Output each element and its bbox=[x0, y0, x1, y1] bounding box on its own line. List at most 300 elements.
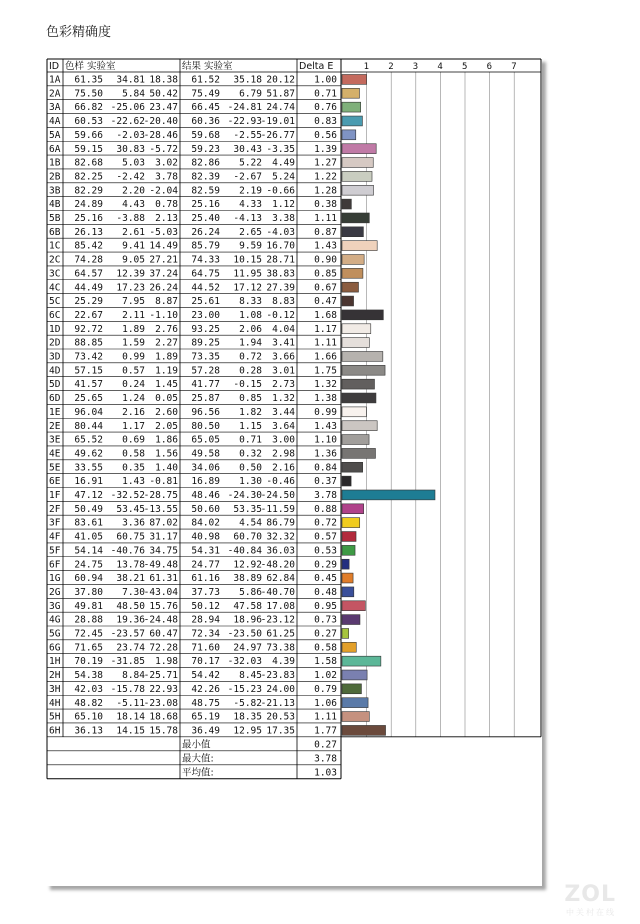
delta-e-bar bbox=[342, 379, 374, 389]
sample-lab-value: 1.89 bbox=[122, 323, 145, 335]
sample-lab-value: 57.15 bbox=[74, 365, 103, 377]
sample-lab-value: 15.76 bbox=[149, 600, 178, 612]
delta-e-bar bbox=[342, 573, 353, 583]
delta-e-value: 1.39 bbox=[314, 143, 337, 155]
result-lab-value: 24.00 bbox=[266, 683, 295, 695]
sample-lab-value: 0.99 bbox=[122, 351, 145, 363]
result-lab-value: 20.53 bbox=[266, 711, 295, 723]
sample-lab-value: 18.38 bbox=[149, 74, 178, 86]
sample-lab-value: 26.13 bbox=[74, 226, 103, 238]
delta-e-bar bbox=[342, 310, 383, 320]
sample-lab-value: 60.47 bbox=[149, 628, 178, 640]
result-lab-value: 2.98 bbox=[272, 448, 295, 460]
delta-e-bar bbox=[342, 144, 376, 154]
sample-lab-value: 27.21 bbox=[149, 254, 178, 266]
row-id: 3H bbox=[49, 683, 61, 695]
result-lab-value: 1.30 bbox=[239, 476, 262, 488]
delta-e-bar bbox=[342, 227, 363, 237]
row-id: 5F bbox=[49, 545, 61, 557]
row-id: 2E bbox=[49, 420, 61, 432]
sample-lab-value: 14.15 bbox=[116, 725, 145, 737]
sample-lab-value: 30.83 bbox=[116, 143, 145, 155]
result-lab-value: 60.70 bbox=[233, 531, 262, 543]
delta-e-value: 1.06 bbox=[314, 697, 337, 709]
result-lab-value: 5.24 bbox=[272, 171, 295, 183]
result-lab-value: 37.73 bbox=[191, 586, 220, 598]
delta-e-bar bbox=[342, 241, 377, 251]
result-lab-value: 3.38 bbox=[272, 213, 295, 224]
result-lab-value: 17.08 bbox=[266, 600, 295, 612]
result-lab-value: 25.61 bbox=[191, 296, 220, 308]
sample-lab-value: -20.40 bbox=[143, 116, 178, 128]
sample-lab-value: 60.94 bbox=[74, 573, 103, 585]
page-title: 色彩精确度 bbox=[46, 25, 112, 40]
result-lab-value: 44.52 bbox=[191, 282, 220, 294]
delta-e-bar bbox=[342, 352, 383, 362]
sample-lab-value: 5.84 bbox=[122, 88, 145, 100]
result-lab-value: 24.74 bbox=[266, 102, 295, 114]
result-lab-value: 25.40 bbox=[191, 213, 220, 224]
sample-lab-value: -5.03 bbox=[149, 226, 178, 238]
sample-lab-value: 31.17 bbox=[149, 531, 178, 543]
delta-e-bar bbox=[342, 725, 386, 735]
sample-lab-value: -49.48 bbox=[143, 559, 178, 571]
delta-e-bar bbox=[342, 393, 376, 403]
result-lab-value: 3.00 bbox=[272, 434, 295, 446]
delta-e-bar bbox=[342, 296, 354, 306]
sample-lab-value: 1.86 bbox=[155, 434, 178, 446]
delta-e-bar bbox=[342, 75, 367, 85]
sample-lab-value: 53.45 bbox=[116, 503, 145, 515]
sample-lab-value: -28.46 bbox=[143, 129, 178, 141]
x-tick-label: 1 bbox=[363, 62, 370, 72]
result-lab-value: 73.35 bbox=[191, 351, 220, 363]
row-id: 6A bbox=[49, 143, 61, 155]
sample-lab-value: 2.61 bbox=[122, 226, 145, 238]
delta-e-value: 0.71 bbox=[314, 88, 337, 100]
row-id: 1B bbox=[49, 157, 61, 169]
sample-lab-value: -2.04 bbox=[149, 185, 178, 197]
sample-lab-value: 33.55 bbox=[74, 462, 103, 474]
sample-lab-value: 5.03 bbox=[122, 157, 145, 169]
result-lab-value: 4.39 bbox=[272, 656, 295, 668]
sample-lab-value: 25.29 bbox=[74, 296, 103, 308]
row-id: 6G bbox=[49, 642, 61, 654]
sample-lab-value: 60.53 bbox=[74, 116, 103, 128]
x-tick-label: 5 bbox=[462, 62, 468, 72]
sample-lab-value: 59.66 bbox=[74, 129, 103, 141]
row-id: 3F bbox=[49, 517, 61, 529]
result-lab-value: 3.44 bbox=[272, 406, 295, 418]
sample-lab-value: 8.84 bbox=[122, 670, 145, 682]
sample-lab-value: 60.75 bbox=[116, 531, 145, 543]
result-lab-value: 86.79 bbox=[266, 517, 295, 529]
result-lab-value: -3.35 bbox=[266, 143, 295, 155]
sample-lab-value: 87.02 bbox=[149, 517, 178, 529]
sample-lab-value: 13.78 bbox=[116, 559, 145, 571]
delta-e-bar bbox=[342, 324, 371, 334]
delta-e-bar bbox=[342, 559, 349, 569]
sample-lab-value: 23.47 bbox=[149, 102, 178, 114]
result-lab-value: 4.04 bbox=[272, 323, 295, 335]
sample-lab-value: -13.55 bbox=[143, 503, 178, 515]
result-lab-value: 2.73 bbox=[272, 379, 295, 391]
result-lab-value: 30.43 bbox=[233, 143, 262, 155]
delta-e-bar bbox=[342, 518, 360, 528]
sample-lab-value: 54.14 bbox=[74, 545, 103, 557]
sample-lab-value: 0.78 bbox=[155, 199, 178, 211]
result-lab-value: -21.13 bbox=[260, 697, 295, 709]
sample-lab-value: 24.75 bbox=[74, 559, 103, 571]
result-lab-value: 2.06 bbox=[239, 323, 262, 335]
delta-e-value: 1.32 bbox=[314, 379, 337, 391]
sample-lab-value: 50.49 bbox=[74, 503, 103, 515]
result-lab-value: 3.01 bbox=[272, 365, 295, 377]
sample-lab-value: 7.95 bbox=[122, 296, 145, 308]
delta-e-value: 1.11 bbox=[314, 711, 337, 723]
delta-e-bar bbox=[342, 255, 364, 265]
result-lab-value: -4.13 bbox=[233, 213, 262, 224]
result-lab-value: 89.25 bbox=[191, 337, 220, 349]
result-lab-value: 59.23 bbox=[191, 143, 220, 155]
sample-lab-value: 0.57 bbox=[122, 365, 145, 377]
result-lab-value: 61.16 bbox=[191, 573, 220, 585]
result-lab-value: 72.34 bbox=[191, 628, 220, 640]
delta-e-bar bbox=[342, 642, 356, 652]
sample-lab-value: 1.43 bbox=[122, 476, 145, 488]
result-lab-value: 82.59 bbox=[191, 185, 220, 197]
sample-lab-value: 50.42 bbox=[149, 88, 178, 100]
result-lab-value: -0.15 bbox=[233, 379, 262, 391]
sample-lab-value: 92.72 bbox=[74, 323, 103, 335]
delta-e-value: 1.22 bbox=[314, 171, 337, 183]
result-lab-value: 96.56 bbox=[191, 406, 220, 418]
sample-lab-value: 54.38 bbox=[74, 670, 103, 682]
delta-e-bar bbox=[342, 712, 369, 722]
delta-e-value: 1.00 bbox=[314, 74, 337, 86]
result-lab-value: 48.75 bbox=[191, 697, 220, 709]
row-id: 3A bbox=[49, 102, 61, 114]
result-lab-value: 3.64 bbox=[272, 420, 295, 432]
sample-lab-value: 4.43 bbox=[122, 199, 145, 211]
delta-e-value: 1.11 bbox=[314, 337, 337, 349]
delta-e-bar bbox=[342, 102, 361, 112]
result-lab-value: 17.12 bbox=[233, 282, 262, 294]
sample-lab-value: 19.36 bbox=[116, 614, 145, 626]
sample-lab-value: 17.23 bbox=[116, 282, 145, 294]
result-lab-value: -0.12 bbox=[266, 309, 295, 321]
sample-lab-value: 37.24 bbox=[149, 268, 178, 280]
delta-e-value: 0.95 bbox=[314, 600, 337, 612]
row-id: 6D bbox=[49, 393, 61, 405]
result-lab-value: -15.23 bbox=[227, 683, 262, 695]
result-lab-value: 32.32 bbox=[266, 531, 295, 543]
sample-lab-value: 2.76 bbox=[155, 323, 178, 335]
result-lab-value: 2.16 bbox=[272, 462, 295, 474]
delta-e-value: 1.28 bbox=[314, 185, 337, 197]
result-lab-value: -26.77 bbox=[260, 129, 295, 141]
row-id: 2H bbox=[49, 670, 61, 682]
sample-lab-value: -25.06 bbox=[110, 102, 145, 114]
result-lab-value: 18.35 bbox=[233, 711, 262, 723]
result-lab-value: 9.59 bbox=[239, 240, 262, 252]
delta-e-value: 1.66 bbox=[314, 351, 337, 363]
row-id: 5G bbox=[49, 628, 61, 640]
delta-e-bar bbox=[342, 601, 365, 611]
delta-e-value: 0.87 bbox=[314, 226, 337, 238]
sample-lab-value: 64.57 bbox=[74, 268, 103, 280]
row-id: 4C bbox=[49, 282, 61, 294]
color-accuracy-sheet bbox=[46, 58, 542, 886]
sample-lab-value: 8.87 bbox=[155, 296, 178, 308]
delta-e-value: 1.38 bbox=[314, 393, 337, 405]
footer-min-value: 0.27 bbox=[314, 739, 337, 751]
sample-lab-value: 9.41 bbox=[122, 240, 145, 252]
result-lab-value: 66.45 bbox=[191, 102, 220, 114]
sample-lab-value: 66.82 bbox=[74, 102, 103, 114]
sample-lab-value: -31.85 bbox=[110, 656, 145, 668]
sample-lab-value: 22.67 bbox=[74, 309, 103, 321]
delta-e-value: 0.88 bbox=[314, 503, 337, 515]
sample-lab-value: 7.30 bbox=[122, 586, 145, 598]
delta-e-bar bbox=[342, 435, 369, 445]
sample-lab-value: 73.42 bbox=[74, 351, 103, 363]
row-id: 4F bbox=[49, 531, 61, 543]
row-id: 3E bbox=[49, 434, 61, 446]
sample-lab-value: 75.50 bbox=[74, 88, 103, 100]
sample-lab-value: -15.78 bbox=[110, 683, 145, 695]
result-lab-value: 26.24 bbox=[191, 226, 220, 238]
result-lab-value: 51.87 bbox=[266, 88, 295, 100]
result-lab-value: 2.19 bbox=[239, 185, 262, 197]
delta-e-value: 0.83 bbox=[314, 116, 337, 128]
sample-lab-value: 83.61 bbox=[74, 517, 103, 529]
row-id: 2F bbox=[49, 503, 61, 515]
sample-lab-value: 34.75 bbox=[149, 545, 178, 557]
sample-lab-value: -22.62 bbox=[110, 116, 145, 128]
delta-e-value: 1.58 bbox=[314, 656, 337, 668]
result-lab-value: 17.35 bbox=[266, 725, 295, 737]
result-lab-value: -23.12 bbox=[260, 614, 295, 626]
sample-lab-value: 1.98 bbox=[155, 656, 178, 668]
delta-e-bar bbox=[342, 365, 385, 375]
result-lab-value: 80.50 bbox=[191, 420, 220, 432]
sample-lab-value: 2.60 bbox=[155, 406, 178, 418]
delta-e-value: 0.99 bbox=[314, 406, 337, 418]
row-id: 6C bbox=[49, 309, 61, 321]
result-lab-value: 8.45 bbox=[239, 670, 262, 682]
result-lab-value: 38.89 bbox=[233, 573, 262, 585]
result-lab-value: 65.05 bbox=[191, 434, 220, 446]
delta-e-value: 1.43 bbox=[314, 420, 337, 432]
delta-e-value: 0.37 bbox=[314, 476, 337, 488]
delta-e-bar bbox=[342, 338, 369, 348]
sample-lab-value: -2.42 bbox=[116, 171, 145, 183]
x-tick-label: 3 bbox=[412, 62, 419, 72]
delta-e-value: 1.36 bbox=[314, 448, 337, 460]
result-lab-value: 25.16 bbox=[191, 199, 220, 211]
result-lab-value: -2.67 bbox=[233, 171, 262, 183]
delta-e-bar bbox=[342, 88, 359, 98]
sample-lab-value: 3.36 bbox=[122, 517, 145, 529]
result-lab-value: 0.50 bbox=[239, 462, 262, 474]
sample-lab-value: 18.68 bbox=[149, 711, 178, 723]
sample-lab-value: 0.05 bbox=[155, 393, 178, 405]
sample-lab-value: -40.76 bbox=[110, 545, 145, 557]
sample-lab-value: 59.15 bbox=[74, 143, 103, 155]
sample-lab-value: -2.03 bbox=[116, 129, 145, 141]
delta-e-value: 0.48 bbox=[314, 586, 337, 598]
row-id: 4G bbox=[49, 614, 61, 626]
sample-lab-value: 16.91 bbox=[74, 476, 103, 488]
result-lab-value: 60.36 bbox=[191, 116, 220, 128]
delta-e-value: 1.68 bbox=[314, 309, 337, 321]
delta-e-value: 0.47 bbox=[314, 296, 337, 308]
result-lab-value: 54.31 bbox=[191, 545, 220, 557]
delta-e-value: 0.58 bbox=[314, 642, 337, 654]
row-id: 3B bbox=[49, 185, 61, 197]
delta-e-value: 1.27 bbox=[314, 157, 337, 169]
sample-lab-value: 18.14 bbox=[116, 711, 145, 723]
result-lab-value: -22.93 bbox=[227, 116, 262, 128]
sample-lab-value: 61.31 bbox=[149, 573, 178, 585]
row-id: 2G bbox=[49, 586, 61, 598]
delta-e-bar bbox=[342, 532, 356, 542]
sample-lab-value: 0.58 bbox=[122, 448, 145, 460]
sample-lab-value: 82.68 bbox=[74, 157, 103, 169]
result-lab-value: 49.58 bbox=[191, 448, 220, 460]
delta-e-bar bbox=[342, 185, 373, 195]
result-lab-value: 1.32 bbox=[272, 393, 295, 405]
sample-lab-value: 1.19 bbox=[155, 365, 178, 377]
delta-e-bar bbox=[342, 130, 356, 140]
result-lab-value: 0.32 bbox=[239, 448, 262, 460]
sample-lab-value: 41.05 bbox=[74, 531, 103, 543]
row-id: 1A bbox=[49, 74, 61, 86]
sample-lab-value: -32.52 bbox=[110, 490, 145, 501]
result-lab-value: 50.60 bbox=[191, 503, 220, 515]
delta-e-bar bbox=[342, 462, 363, 472]
footer-max-label: 最大值: bbox=[182, 753, 214, 765]
sample-lab-value: 48.82 bbox=[74, 697, 103, 709]
delta-e-value: 0.85 bbox=[314, 268, 337, 280]
delta-e-value: 0.84 bbox=[314, 462, 337, 474]
result-lab-value: 28.94 bbox=[191, 614, 220, 626]
result-lab-value: 38.83 bbox=[266, 268, 295, 280]
result-lab-value: 0.85 bbox=[239, 393, 262, 405]
result-lab-value: 8.83 bbox=[272, 296, 295, 308]
sample-lab-value: 49.62 bbox=[74, 448, 103, 460]
row-id: 4D bbox=[49, 365, 61, 377]
delta-e-bar bbox=[342, 615, 360, 625]
header-delta: Delta E bbox=[299, 61, 334, 72]
x-tick-label: 4 bbox=[437, 62, 443, 72]
row-id: 6F bbox=[49, 559, 61, 571]
sample-lab-value: 2.05 bbox=[155, 420, 178, 432]
result-lab-value: 75.49 bbox=[191, 88, 220, 100]
sample-lab-value: -28.75 bbox=[143, 490, 178, 501]
result-lab-value: 3.41 bbox=[272, 337, 295, 349]
result-lab-value: 74.33 bbox=[191, 254, 220, 266]
result-lab-value: 34.06 bbox=[191, 462, 220, 474]
sample-lab-value: -23.57 bbox=[110, 628, 145, 640]
sample-lab-value: -5.11 bbox=[116, 697, 145, 709]
sample-lab-value: 2.20 bbox=[122, 185, 145, 197]
sample-lab-value: 2.11 bbox=[122, 309, 145, 321]
result-lab-value: -48.20 bbox=[260, 559, 295, 571]
result-lab-value: 6.79 bbox=[239, 88, 262, 100]
delta-e-value: 3.78 bbox=[314, 490, 337, 501]
sample-lab-value: 47.12 bbox=[74, 490, 103, 501]
delta-e-bar bbox=[342, 407, 366, 417]
result-lab-value: 3.66 bbox=[272, 351, 295, 363]
sample-lab-value: 2.27 bbox=[155, 337, 178, 349]
sample-lab-value: -25.71 bbox=[143, 670, 178, 682]
footer-avg-label: 平均值: bbox=[182, 767, 214, 779]
delta-e-value: 0.79 bbox=[314, 683, 337, 695]
result-lab-value: 1.94 bbox=[239, 337, 262, 349]
result-lab-value: 10.15 bbox=[233, 254, 262, 266]
result-lab-value: -24.50 bbox=[260, 490, 295, 501]
row-id: 5E bbox=[49, 462, 61, 474]
delta-e-bar bbox=[342, 171, 372, 181]
sample-lab-value: 1.56 bbox=[155, 448, 178, 460]
delta-e-bar bbox=[342, 587, 354, 597]
result-lab-value: 28.71 bbox=[266, 254, 295, 266]
result-lab-value: 64.75 bbox=[191, 268, 220, 280]
result-lab-value: -2.55 bbox=[233, 129, 262, 141]
sample-lab-value: 25.16 bbox=[74, 213, 103, 224]
sample-lab-value: 44.49 bbox=[74, 282, 103, 294]
sample-lab-value: 1.40 bbox=[155, 462, 178, 474]
result-lab-value: 18.96 bbox=[233, 614, 262, 626]
footer-min-label: 最小值 bbox=[182, 739, 211, 751]
x-tick-label: 2 bbox=[388, 62, 394, 72]
result-lab-value: 12.95 bbox=[233, 725, 262, 737]
delta-e-value: 1.11 bbox=[314, 213, 337, 224]
result-lab-value: 42.26 bbox=[191, 683, 220, 695]
result-lab-value: 65.19 bbox=[191, 711, 220, 723]
sample-lab-value: 1.45 bbox=[155, 379, 178, 391]
sample-lab-value: 1.89 bbox=[155, 351, 178, 363]
delta-e-value: 1.77 bbox=[314, 725, 337, 737]
header-sample: 色样 实验室 bbox=[65, 61, 116, 72]
sample-lab-value: 25.65 bbox=[74, 393, 103, 405]
result-lab-value: -23.83 bbox=[260, 670, 295, 682]
delta-e-bar bbox=[342, 421, 377, 431]
result-lab-value: -40.84 bbox=[227, 545, 262, 557]
delta-e-value: 0.27 bbox=[314, 628, 337, 640]
sample-lab-value: 0.24 bbox=[122, 379, 145, 391]
delta-e-bar bbox=[342, 158, 373, 168]
result-lab-value: 25.87 bbox=[191, 393, 220, 405]
delta-e-bar bbox=[342, 268, 363, 278]
result-lab-value: 35.18 bbox=[233, 74, 262, 86]
sample-lab-value: 71.65 bbox=[74, 642, 103, 654]
result-lab-value: 1.15 bbox=[239, 420, 262, 432]
sample-lab-value: 42.03 bbox=[74, 683, 103, 695]
delta-e-value: 1.43 bbox=[314, 240, 337, 252]
result-lab-value: 36.03 bbox=[266, 545, 295, 557]
row-id: 2B bbox=[49, 171, 61, 183]
result-lab-value: 57.28 bbox=[191, 365, 220, 377]
row-id: 1C bbox=[49, 240, 61, 252]
x-tick-label: 6 bbox=[486, 62, 493, 72]
row-id: 2C bbox=[49, 254, 61, 266]
row-id: 4A bbox=[49, 116, 61, 128]
sample-lab-value: 61.35 bbox=[74, 74, 103, 86]
row-id: 5H bbox=[49, 711, 61, 723]
